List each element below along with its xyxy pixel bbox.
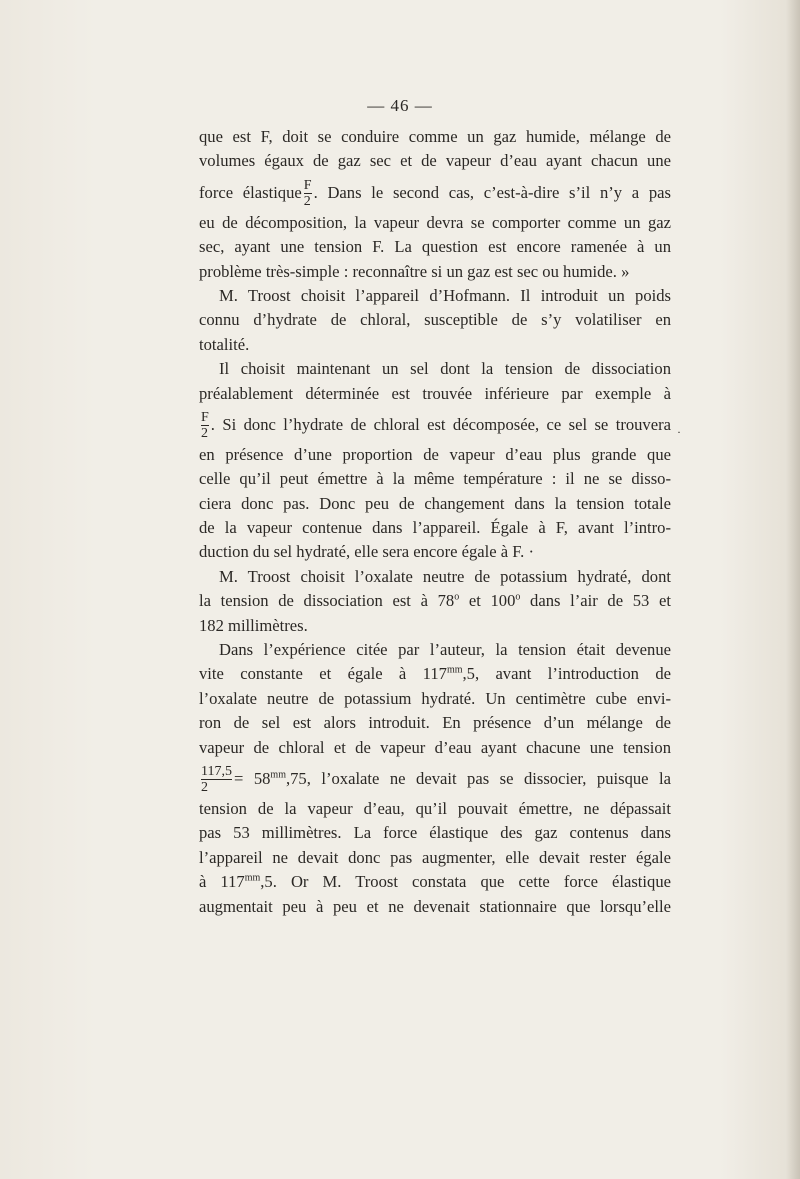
text-line: Dans l’expérience citée par l’auteur, la tension était devenue bbox=[219, 640, 671, 660]
text-line: vite constante et égale à $117^{mm},5$, avant l’introduction de bbox=[199, 664, 671, 684]
text-line: celle qu’il peut émettre à la même température : il ne se disso- bbox=[199, 469, 671, 489]
text-line: ciera donc pas. Donc peu de changement dans la tension totale bbox=[199, 493, 671, 513]
text-line: à $117^{mm},5$. Or M. Troost constata que cette force élastique bbox=[199, 872, 671, 892]
text-line: Il choisit maintenant un sel dont la tension de dissociation bbox=[219, 359, 671, 379]
text-line: volumes égaux de gaz sec et de vapeur d’eau ayant chacun une bbox=[199, 151, 671, 171]
text-line: totalité. bbox=[199, 334, 250, 354]
text-line: duction du sel hydraté, elle sera encore égale à F. · bbox=[199, 542, 535, 562]
text-line: ron de sel est alors introduit. En présence d’un mélange de bbox=[199, 713, 671, 733]
body-text bbox=[199, 125, 671, 919]
text-line: que est F, doit se conduire comme un gaz humide, mélange de bbox=[199, 127, 671, 146]
text-line: connu d’hydrate de chloral, susceptible de s’y volatiliser en bbox=[199, 310, 671, 330]
text-line: l’oxalate neutre de potassium hydraté. Un centimètre cube envi- bbox=[199, 688, 671, 708]
text-line: l’appareil ne devait donc pas augmenter, elle devait rester égale bbox=[199, 847, 671, 867]
text-line: M. Troost choisit l’oxalate neutre de potassium hydraté, dont bbox=[219, 566, 671, 586]
text-line: de la vapeur contenue dans l’appareil. Égale à F, avant l’intro- bbox=[199, 518, 671, 538]
text-line: force élastique $\frac{F}{2}$ . Dans le second cas, c’est-à-dire s’il n’y a pas bbox=[199, 177, 671, 209]
fraction-117-over-2: $\frac{117,5}{2}$ bbox=[201, 764, 232, 796]
text-line: $\frac{F}{2}$ . Si donc l’hydrate de chloral est décomposée, ce sel se trouvera bbox=[201, 410, 671, 442]
text-line: $\frac{117,5}{2}$ = $58^{mm},75$, l’oxalate ne devait pas se dissocier, puisque la bbox=[201, 764, 671, 796]
text-line: préalablement déterminée est trouvée inférieure par exemple à bbox=[199, 383, 671, 403]
fraction-f-over-2: $\frac{F}{2}$ bbox=[201, 410, 209, 442]
text-line: 182 millimètres. bbox=[199, 615, 308, 635]
text-line: M. Troost choisit l’appareil d’Hofmann. Il introduit un poids bbox=[219, 285, 671, 305]
page-number: — 46 — bbox=[367, 96, 433, 115]
text-line: sec, ayant une tension F. La question est encore ramenée à un bbox=[199, 237, 671, 257]
text-line: en présence d’une proportion de vapeur d’eau plus grande que bbox=[199, 444, 671, 464]
text-line: pas 53 millimètres. La force élastique des gaz contenus dans bbox=[199, 823, 671, 843]
stray-mark: · bbox=[677, 425, 681, 439]
text-line: eu de décomposition, la vapeur devra se comporter comme un gaz bbox=[199, 212, 671, 232]
text-line: problème très-simple : reconnaître si un gaz est sec ou humide. » bbox=[199, 261, 630, 281]
text-line: augmentait peu à peu et ne devenait stationnaire que lorsqu’elle bbox=[199, 896, 671, 916]
fraction-f-over-2: $\frac{F}{2}$ bbox=[303, 177, 312, 209]
page-edge-shadow bbox=[786, 0, 800, 1179]
text-line: la tension de dissociation est à 78$^o$ et 100$^o$ dans l’air de 53 et bbox=[199, 591, 671, 611]
text-line: vapeur de chloral et de vapeur d’eau ayant chacune une tension bbox=[199, 737, 671, 757]
text-line: tension de la vapeur d’eau, qu’il pouvait émettre, ne dépassait bbox=[199, 798, 671, 818]
